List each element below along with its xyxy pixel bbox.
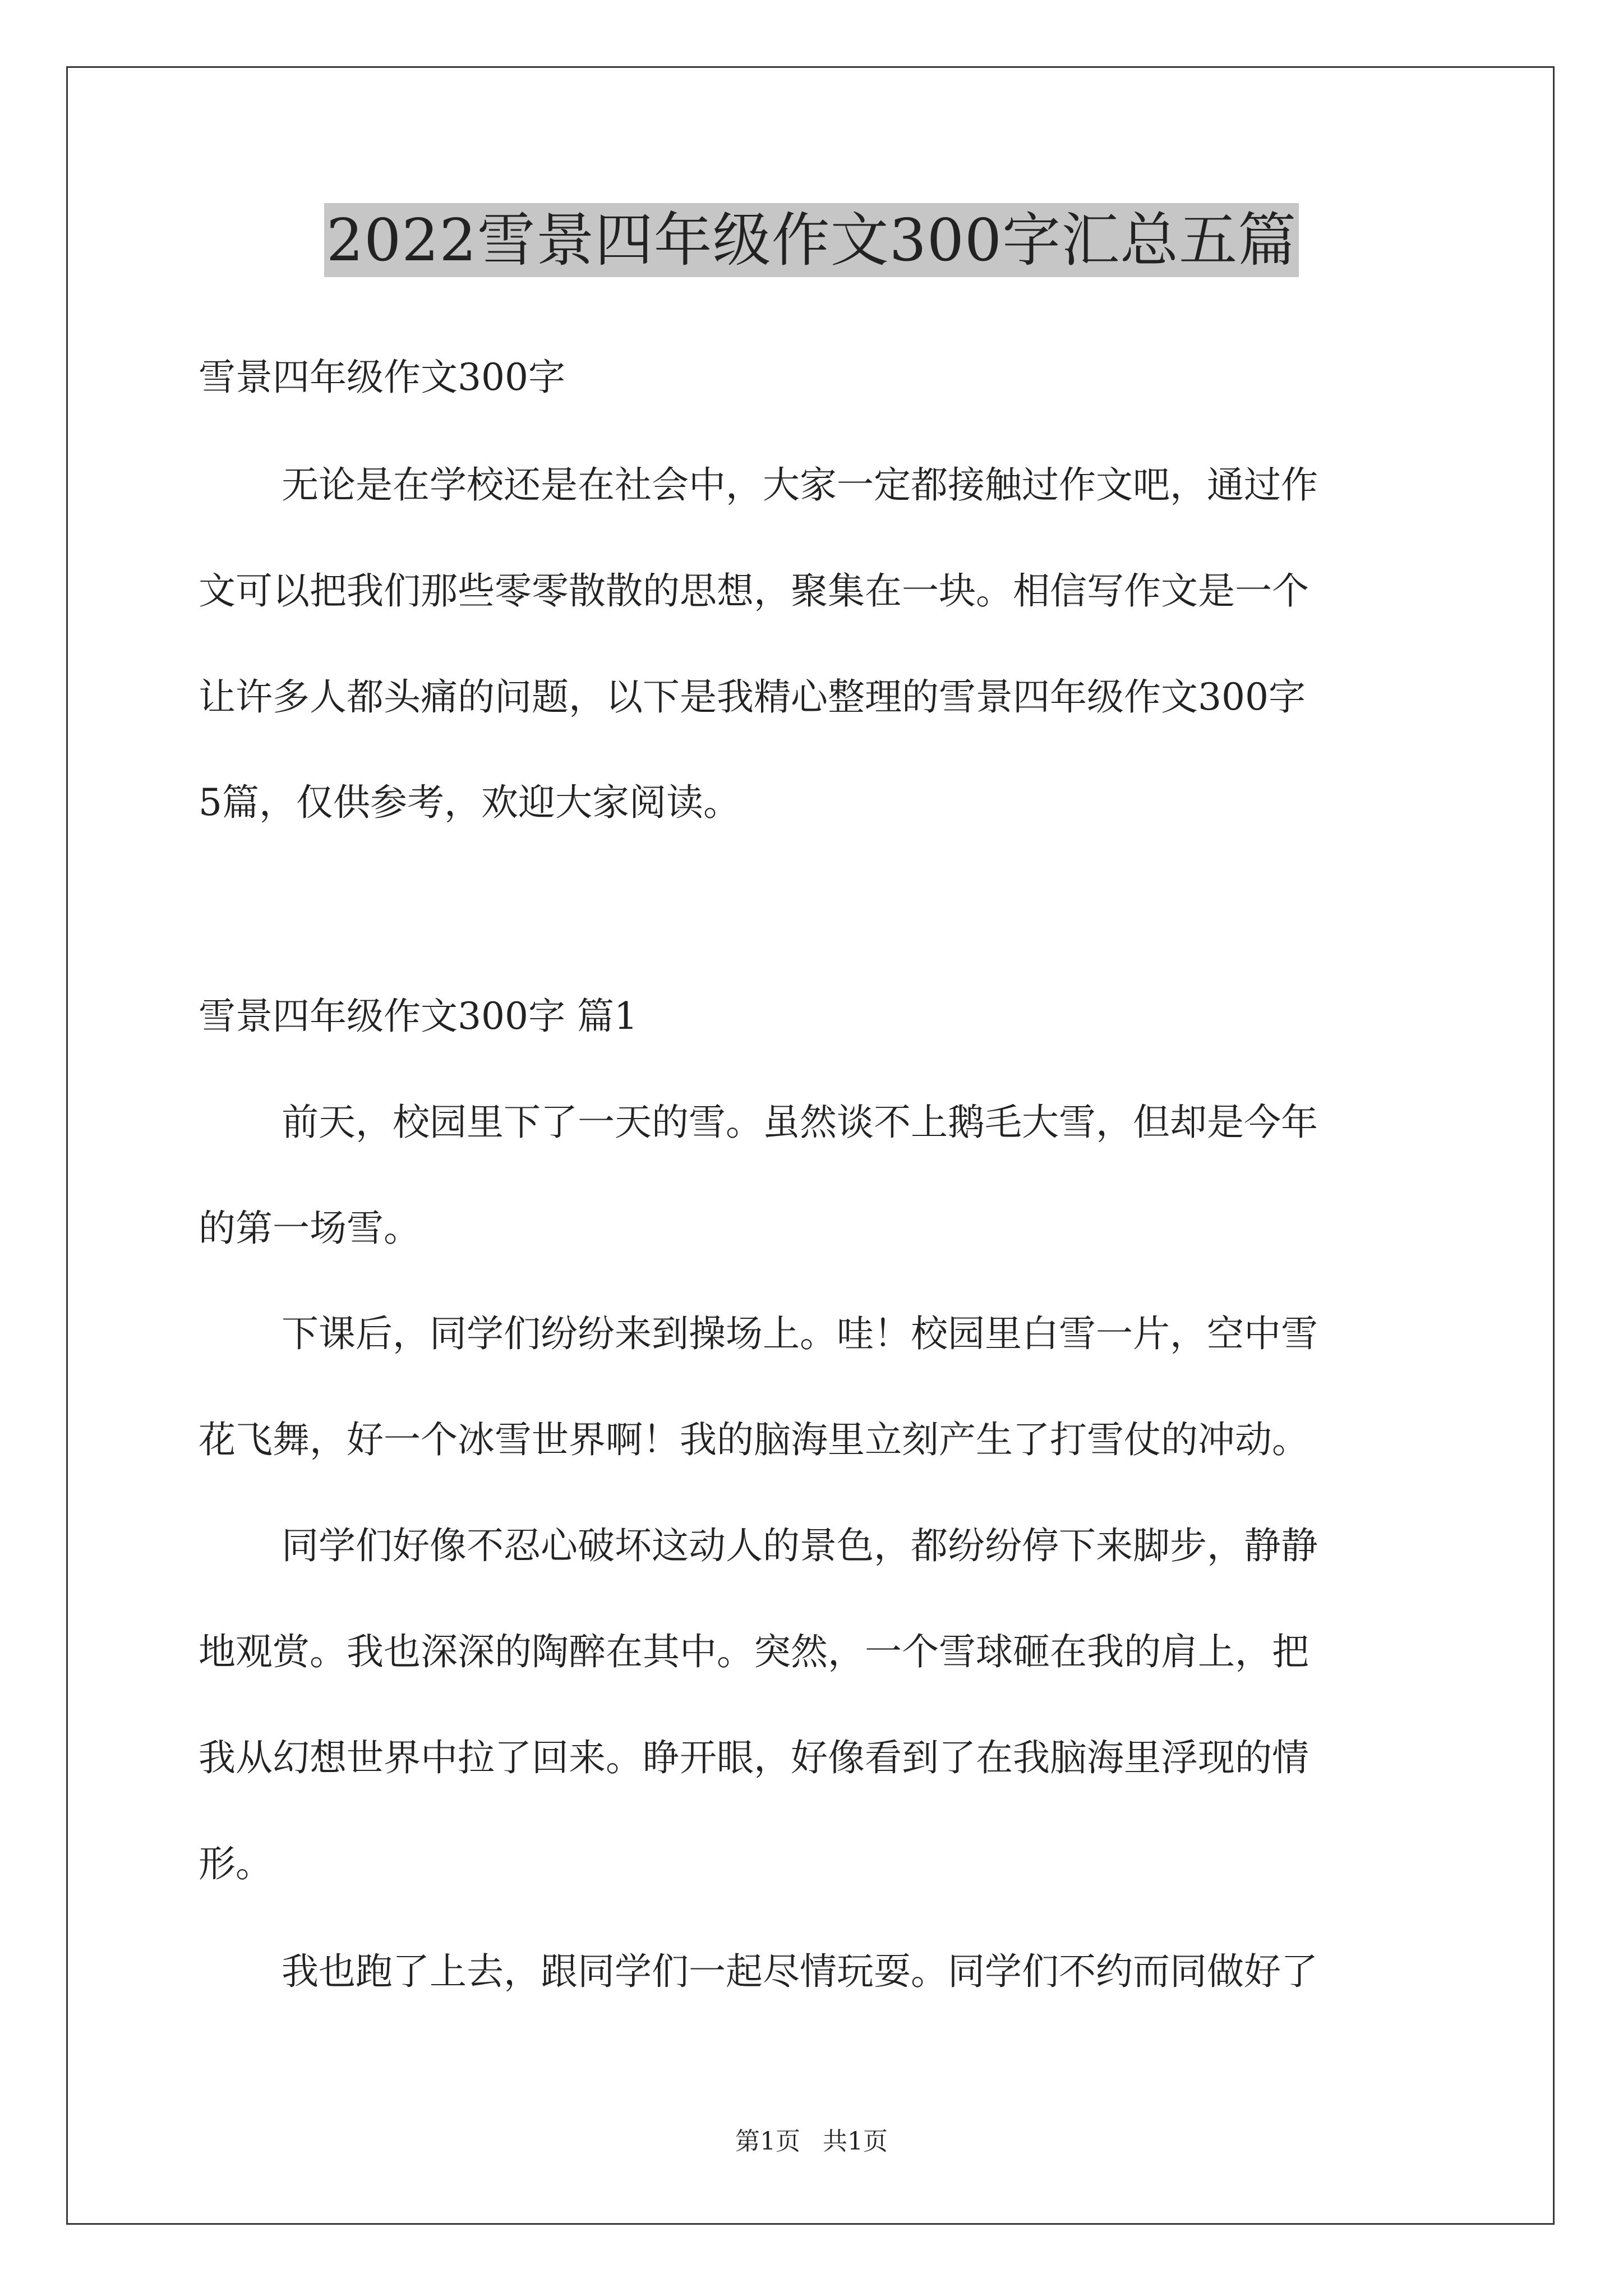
page-number: 第1页 <box>735 2127 800 2156</box>
page-total: 共1页 <box>823 2127 888 2156</box>
page-footer <box>0 2125 1623 2159</box>
section-line-9: 我也跑了上去，跟同学们一起尽情玩耍。同学们不约而同做好了 <box>282 1950 1318 1993</box>
intro-line-1: 无论是在学校还是在社会中，大家一定都接触过作文吧，通过作 <box>282 463 1318 507</box>
intro-heading: 雪景四年级作文300字 <box>199 356 565 399</box>
section-line-1: 前天，校园里下了一天的雪。虽然谈不上鹅毛大雪，但却是今年 <box>282 1101 1318 1144</box>
section-line-2: 的第一场雪。 <box>199 1207 421 1250</box>
section-line-8: 形。 <box>199 1842 273 1885</box>
intro-line-3: 让许多人都头痛的问题，以下是我精心整理的雪景四年级作文300字 <box>199 675 1306 719</box>
section-line-7: 我从幻想世界中拉了回来。睁开眼，好像看到了在我脑海里浮现的情 <box>199 1736 1309 1779</box>
document-title-text: 2022雪景四年级作文300字汇总五篇 <box>324 203 1299 277</box>
section-heading: 雪景四年级作文300字 篇1 <box>199 995 638 1038</box>
section-line-6: 地观赏。我也深深的陶醉在其中。突然，一个雪球砸在我的肩上，把 <box>199 1630 1309 1673</box>
document-title <box>0 203 1623 277</box>
section-line-4: 花飞舞，好一个冰雪世界啊！我的脑海里立刻产生了打雪仗的冲动。 <box>199 1418 1309 1461</box>
intro-line-4: 5篇，仅供参考，欢迎大家阅读。 <box>199 781 740 824</box>
section-line-3: 下课后，同学们纷纷来到操场上。哇！校园里白雪一片，空中雪 <box>282 1312 1318 1355</box>
intro-line-2: 文可以把我们那些零零散散的思想，聚集在一块。相信写作文是一个 <box>199 569 1309 613</box>
section-line-5: 同学们好像不忍心破坏这动人的景色，都纷纷停下来脚步，静静 <box>282 1524 1318 1567</box>
